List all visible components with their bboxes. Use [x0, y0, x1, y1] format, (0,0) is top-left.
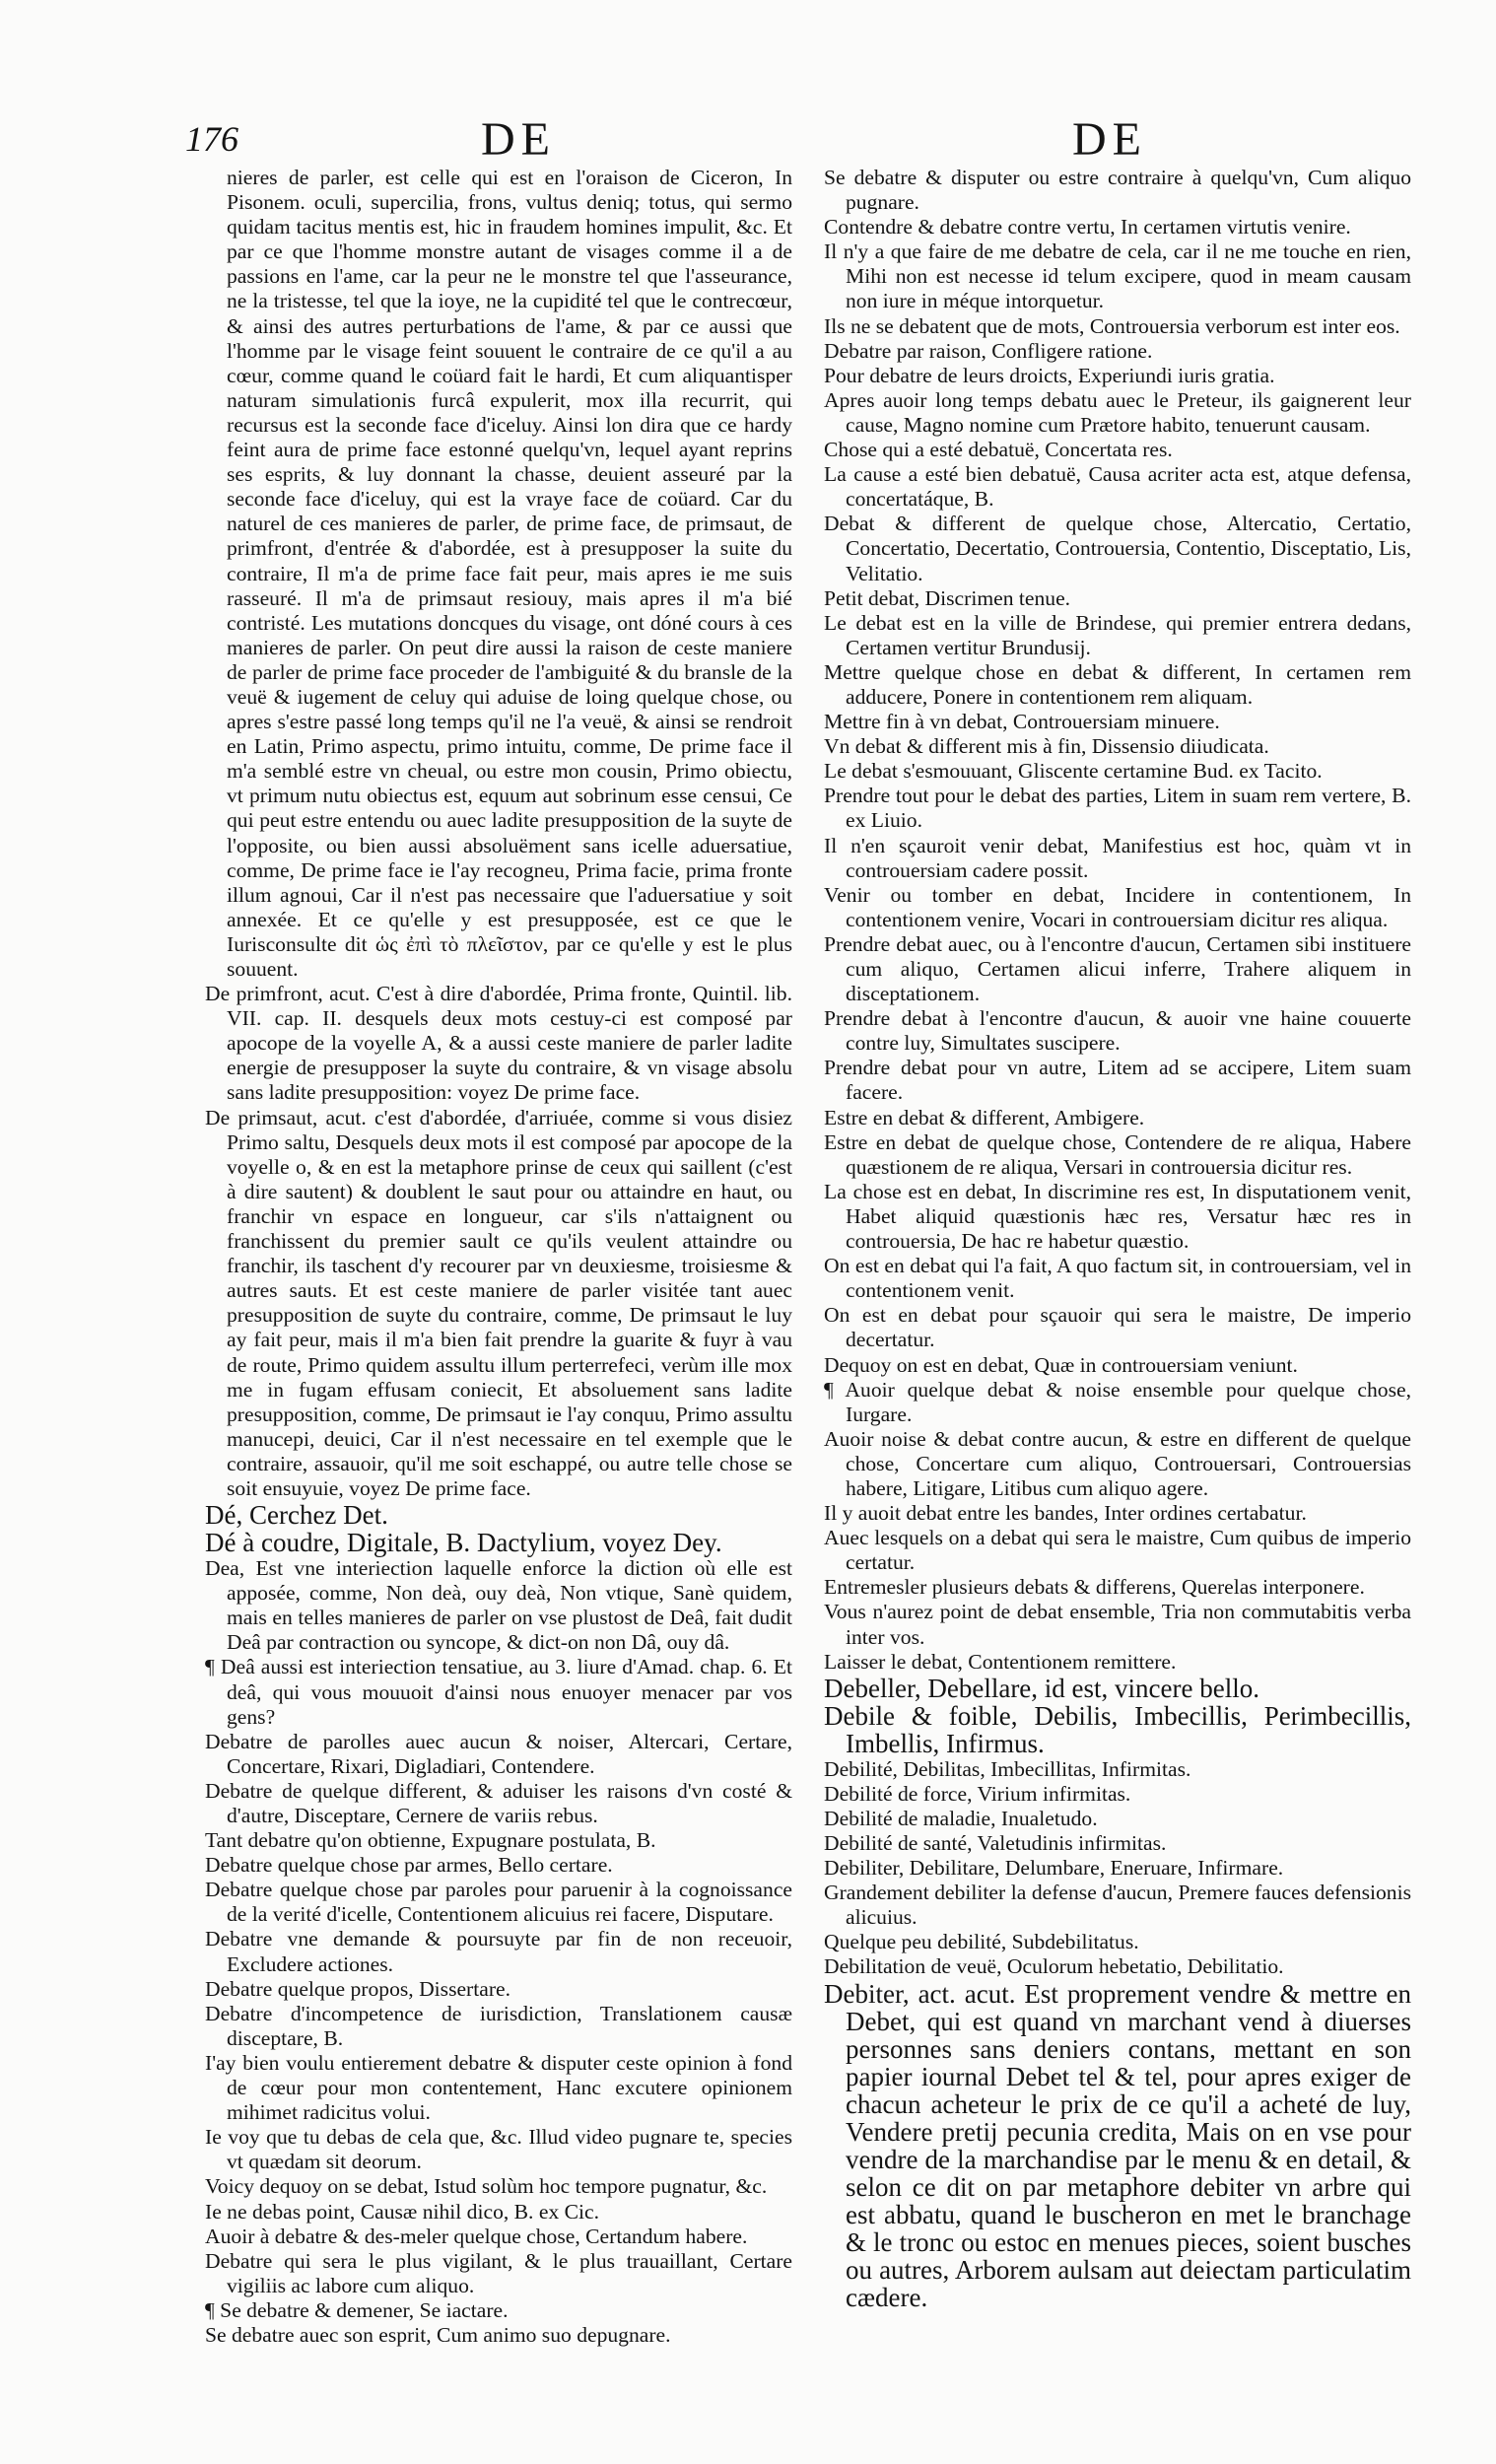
entry-paragraph: Ie voy que tu debas de cela que, &c. Illud video pugnare te, species vt quædam sit deorum.	[205, 2125, 792, 2174]
entry-paragraph: Tant debatre qu'on obtienne, Expugnare postulata, B.	[205, 1828, 656, 1853]
entry-paragraph: Quelque peu debilité, Subdebilitatus.	[824, 1930, 1139, 1954]
entry-paragraph: La cause a esté bien debatuë, Causa acriter acta est, atque defensa, concertatáque, B.	[824, 462, 1411, 512]
entry-paragraph: I'ay bien voulu entierement debatre & disputer ceste opinion à fond de cœur pour mon contentement, Hanc excutere opinionem mihimet radicitus volui.	[205, 2050, 792, 2125]
entry-paragraph: On est en debat qui l'a fait, A quo factum sit, in controuersiam, vel in contentionem venit.	[824, 1254, 1411, 1303]
entry-paragraph: Laisser le debat, Contentionem remittere.	[824, 1649, 1177, 1674]
entry-paragraph: Ils ne se debatent que de mots, Controuersia verborum est inter eos.	[824, 313, 1400, 338]
entry-paragraph: Le debat s'esmouuant, Gliscente certamine Bud. ex Tacito.	[824, 759, 1323, 784]
entry-paragraph: Debilité, Debilitas, Imbecillitas, Infirmitas.	[824, 1756, 1191, 1781]
entry-paragraph: Chose qui a esté debatuë, Concertata res.	[824, 438, 1173, 462]
entry-paragraph: Venir ou tomber en debat, Incidere in contentionem, In contentionem venire, Vocari in controuersiam dicitur res aliqua.	[824, 882, 1411, 931]
entry-paragraph: Debatre quelque propos, Dissertare.	[205, 1976, 510, 2001]
entry-paragraph: Mettre fin à vn debat, Controuersiam minuere.	[824, 710, 1220, 734]
entry-paragraph: Debatre de parolles auec aucun & noiser, Altercari, Certare, Concertare, Rixari, Digladiari, Contendere.	[205, 1729, 792, 1778]
entry-paragraph: De primfront, acut. C'est à dire d'abordée, Prima fronte, Quintil. lib. VII. cap. II. desquels deux mots cestuy-ci est composé par apocope de la voyelle A, & a aussi ceste maniere de parler ladite energie de presupposer la suyte du contraire, & vn visage absolu sans ladite presupposition: voyez De prime face.	[205, 982, 792, 1105]
entry-paragraph: Prendre debat auec, ou à l'encontre d'aucun, Certamen sibi instituere cum aliquo, Certamen alicui inferre, Trahere aliquem in disceptationem.	[824, 931, 1411, 1006]
entry-paragraph: Dé, Cerchez Det.	[205, 1500, 388, 1531]
entry-paragraph: Petit debat, Discrimen tenue.	[824, 585, 1071, 610]
entry-paragraph: ¶ Se debatre & demener, Se iactare.	[205, 2297, 509, 2322]
entry-paragraph: Estre en debat & different, Ambigere.	[824, 1105, 1145, 1129]
entry-paragraph: Debilité de santé, Valetudinis infirmitas.	[824, 1831, 1167, 1855]
entry-paragraph: Voicy dequoy on se debat, Istud solùm hoc tempore pugnatur, &c.	[205, 2174, 768, 2199]
entry-paragraph: Debeller, Debellare, id est, vincere bello.	[824, 1673, 1259, 1703]
entry-paragraph: Debatre vne demande & poursuyte par fin de non receuoir, Excludere actiones.	[205, 1927, 792, 1976]
entry-paragraph: Apres auoir long temps debatu auec le Preteur, ils gaignerent leur cause, Magno nomine cum Prætore habito, tenuerunt causam.	[824, 387, 1411, 437]
entry-paragraph: Debilitation de veuë, Oculorum hebetatio, Debilitatio.	[824, 1954, 1284, 1979]
entry-paragraph: Auoir à debatre & des-meler quelque chose, Certandum habere.	[205, 2224, 748, 2248]
entry-paragraph: Contendre & debatre contre vertu, In certamen virtutis venire.	[824, 215, 1351, 240]
entry-paragraph: Debatre quelque chose par armes, Bello certare.	[205, 1853, 613, 1878]
entry-paragraph: nieres de parler, est celle qui est en l'oraison de Ciceron, In Pisonem. oculi, supercilia, frons, vultus deniq; totus, qui sermo quidam tacitus mentis est, hic in fraudem homines impulit, &c. Et par ce que l'homme monstre autant de visages comme il a de passions en l'ame, car la peur ne le monstre tel que l'asseurance, ne la tristesse, tel que la ioye, ne la cupidité tel que le contrecœur, & ainsi des autres perturbations de l'ame, & par ce aussi que l'homme par le visage feint souuent le contraire de ce qu'il a au cœur, comme quand le coüard fait le hardi, Et cum aliquantisper naturam simulationis furcâ expulerit, mox illa recurrit, qui recursus est la seconde face d'iceluy. Ainsi lon dira que ce hardy feint aura de prime face estonné quelqu'vn, lequel ayant reprins ses esprits, & luy donnant la chasse, deuient asseuré par la seconde face d'iceluy, qui est la vraye face de coüard. Car du naturel de ces manieres de parler, de prime face, de primsaut, de primfront, d'entrée & d'abordée, est à presupposer la suite du contraire, Il m'a de prime face fait peur, mais apres ie me suis rasseuré. Il m'a de primsaut resiouy, mais apres il m'a bié contristé. Les mutations doncques du visage, ont dóné cours à ces manieres de parler. On peut dire aussi la raison de ceste maniere de parler de prime face proceder de l'ambiguité & du bransle de la veuë & iugement de celuy qui aduise de loing quelque chose, ou apres s'estre passé long temps qu'il ne l'a veuë, & ainsi se rendroit en Latin, Primo aspectu, primo intuitu, comme, De prime face il m'a semblé estre vn cheual, ou estre mon cousin, Primo obiectu, vt primum nutu obiectus est, equum aut sobrinum esse censui, Ce qui peut estre entendu ou auec ladite presupposition de la suyte de l'opposite, ou bien aussi absoluëment sans icelle aduersatiue, comme, De prime face ie l'ay recogneu, Prima facie, prima fronte illum agnoui, Car il n'est pas necessaire que l'aduersatiue y soit annexée. Et ce qu'elle y est presupposée, est ce que le Iurisconsulte dit ὡς ἐπὶ τὸ πλεῖστον, par ce qu'elle y est le plus souuent.	[227, 166, 792, 981]
page-number: 176	[185, 119, 238, 159]
entry-paragraph: Prendre debat pour vn autre, Litem ad se accipere, Litem suam facere.	[824, 1056, 1411, 1105]
entry-paragraph: Debiliter, Debilitare, Delumbare, Eneruare, Infirmare.	[824, 1856, 1284, 1881]
entry-paragraph: Debilité de maladie, Inualetudo.	[824, 1806, 1098, 1830]
entry-paragraph: Debatre par raison, Confligere ratione.	[824, 338, 1153, 363]
entry-paragraph: Grandement debiliter la defense d'aucun, Premere fauces defensionis alicuius.	[824, 1881, 1411, 1930]
entry-paragraph: Entremesler plusieurs debats & differens, Querelas interponere.	[824, 1575, 1365, 1600]
entry-paragraph: Vous n'aurez point de debat ensemble, Tria non commutabitis verba inter vos.	[824, 1600, 1411, 1649]
entry-paragraph: Prendre debat à l'encontre d'aucun, & auoir vne haine couuerte contre luy, Simultates suscipere.	[824, 1006, 1411, 1056]
entry-paragraph: Debatre qui sera le plus vigilant, & le plus trauaillant, Certare vigiliis ac labore cum aliquo.	[205, 2248, 792, 2297]
entry-paragraph: Il y auoit debat entre les bandes, Inter ordines certabatur.	[824, 1501, 1307, 1526]
entry-paragraph: Le debat est en la ville de Brindese, qui premier entrera dedans, Certamen vertitur Brundusij.	[824, 610, 1411, 659]
entry-paragraph: Debat & different de quelque chose, Altercatio, Certatio, Concertatio, Decertatio, Controuersia, Contentio, Disceptatio, Lis, Velitatio.	[824, 512, 1411, 585]
entry-paragraph: ¶ Auoir quelque debat & noise ensemble pour quelque chose, Iurgare.	[824, 1377, 1411, 1426]
entry-paragraph: Vn debat & different mis à fin, Dissensio diiudicata.	[824, 734, 1269, 759]
entry-paragraph: Debatre de quelque different, & aduiser les raisons d'vn costé & d'autre, Disceptare, Cernere de variis rebus.	[205, 1778, 792, 1827]
entry-paragraph: De primsaut, acut. c'est d'abordée, d'arriuée, comme si vous disiez Primo saltu, Desquels deux mots il est composé par apocope de la voyelle o, & en est la metaphore prinse de ceux qui saillent (c'est à dire sautent) & doublent le saut pour ou attaindre en haut, ou franchir vn espace en longueur, car s'ils n'attaignent ou franchissent du premier sault ce qu'ils veulent attaindre ou franchir, ils taschent d'y recourer par vn deuxiesme, troisiesme & autres sauts. Et est ceste maniere de parler visitée tant auec presupposition de suyte du contraire, comme, De primsaut le luy ay fait peur, mais il m'a bien fait prendre la guarite & fuyr à vau de route, Primo quidem assultu illum perterrefeci, verùm ille mox me in fugam effusam coniecit, Et absoluement sans ladite presupposition, comme, De primsaut ie l'ay conquu, Primo assultu manucepi, deuici, Car il n'est necessaire en tel exemple que le contraire, assauoir, qu'il me soit eschappé, ou autre telle chose se soit ensuyuie, voyez De prime face.	[205, 1105, 792, 1500]
entry-paragraph: Debiter, act. acut. Est proprement vendre & mettre en Debet, qui est quand vn marchant vend à diuerses personnes sans deniers contans, mettant en son papier iournal Debet tel & tel, pour apres exiger de chacun acheteur le prix de ce qu'il a acheté de luy, Vendere pretij pecunia credita, Mais on en vse pour vendre de la marchandise par le menu & en detail, & selon ce dit on par metaphore debiter vn arbre qui est abbatu, quand le buscheron en met le branchage & le tronc ou estoc en menues pieces, soient busches ou autres, Arborem aulsam aut deiectam particulatim cædere.	[824, 1978, 1411, 2312]
entry-paragraph: Debilité de force, Virium infirmitas.	[824, 1781, 1131, 1806]
entry-paragraph: Ie ne debas point, Causæ nihil dico, B. ex Cic.	[205, 2199, 600, 2224]
entry-paragraph: Debatre quelque chose par paroles pour paruenir à la cognoissance de la verité d'icelle, Contentionem alicuius rei facere, Disputare.	[205, 1878, 792, 1927]
right-column	[824, 166, 1411, 2311]
entry-paragraph: Prendre tout pour le debat des parties, Litem in suam rem vertere, B. ex Liuio.	[824, 784, 1411, 833]
running-headword-right: DE	[1072, 113, 1147, 166]
entry-paragraph: ¶ Deâ aussi est interiection tensatiue, au 3. liure d'Amad. chap. 6. Et deâ, qui vous mouuoit d'ainsi nous enuoyer menacer par vos gens?	[205, 1655, 792, 1729]
entry-paragraph: Debatre d'incompetence de iurisdiction, Translationem causæ disceptare, B.	[205, 2001, 792, 2050]
entry-paragraph: On est en debat pour sçauoir qui sera le maistre, De imperio decertatur.	[824, 1303, 1411, 1352]
entry-paragraph: Dé à coudre, Digitale, B. Dactylium, voyez Dey.	[205, 1528, 722, 1558]
entry-paragraph: Dea, Est vne interiection laquelle enforce la diction où elle est apposée, comme, Non deà, ouy deà, Non vtique, Sanè quidem, mais en telles manieres de parler on vse plustost de Deâ, fait dudit Deâ par contraction ou syncope, & dict-on non Dâ, ouy dâ.	[205, 1556, 792, 1655]
entry-paragraph: Debile & foible, Debilis, Imbecillis, Perimbecillis, Imbellis, Infirmus.	[824, 1700, 1411, 1758]
entry-paragraph: Se debatre auec son esprit, Cum animo suo depugnare.	[205, 2322, 671, 2347]
entry-paragraph: Se debatre & disputer ou estre contraire à quelqu'vn, Cum aliquo pugnare.	[824, 166, 1411, 215]
entry-paragraph: La chose est en debat, In discrimine res est, In disputationem venit, Habet aliquid quæstionis hæc res, Versatur hæc res in controuersia, De hac re habetur quæstio.	[824, 1179, 1411, 1254]
entry-paragraph: Il n'y a que faire de me debatre de cela, car il ne me touche en rien, Mihi non est necesse id telum excipere, quod in meam causam non iure in méque intorquetur.	[824, 240, 1411, 313]
running-headword-left: DE	[481, 113, 556, 166]
entry-paragraph: Auoir noise & debat contre aucun, & estre en different de quelque chose, Concertare cum aliquo, Controuersari, Controuersias habere, Litigare, Litibus cum aliquo agere.	[824, 1426, 1411, 1500]
entry-paragraph: Estre en debat de quelque chose, Contendere de re aliqua, Habere quæstionem de re aliqua, Versari in controuersia dicitur res.	[824, 1129, 1411, 1179]
entry-paragraph: Dequoy on est en debat, Quæ in controuersiam veniunt.	[824, 1352, 1298, 1377]
entry-paragraph: Mettre quelque chose en debat & different, In certamen rem adducere, Ponere in contentionem rem aliquam.	[824, 659, 1411, 709]
entry-paragraph: Auec lesquels on a debat qui sera le maistre, Cum quibus de imperio certatur.	[824, 1526, 1411, 1575]
entry-paragraph: Il n'en sçauroit venir debat, Manifestius est hoc, quàm vt in controuersiam cadere possit.	[824, 833, 1411, 882]
left-column	[205, 166, 792, 2348]
entry-paragraph: Pour debatre de leurs droicts, Experiundi iuris gratia.	[824, 363, 1275, 387]
